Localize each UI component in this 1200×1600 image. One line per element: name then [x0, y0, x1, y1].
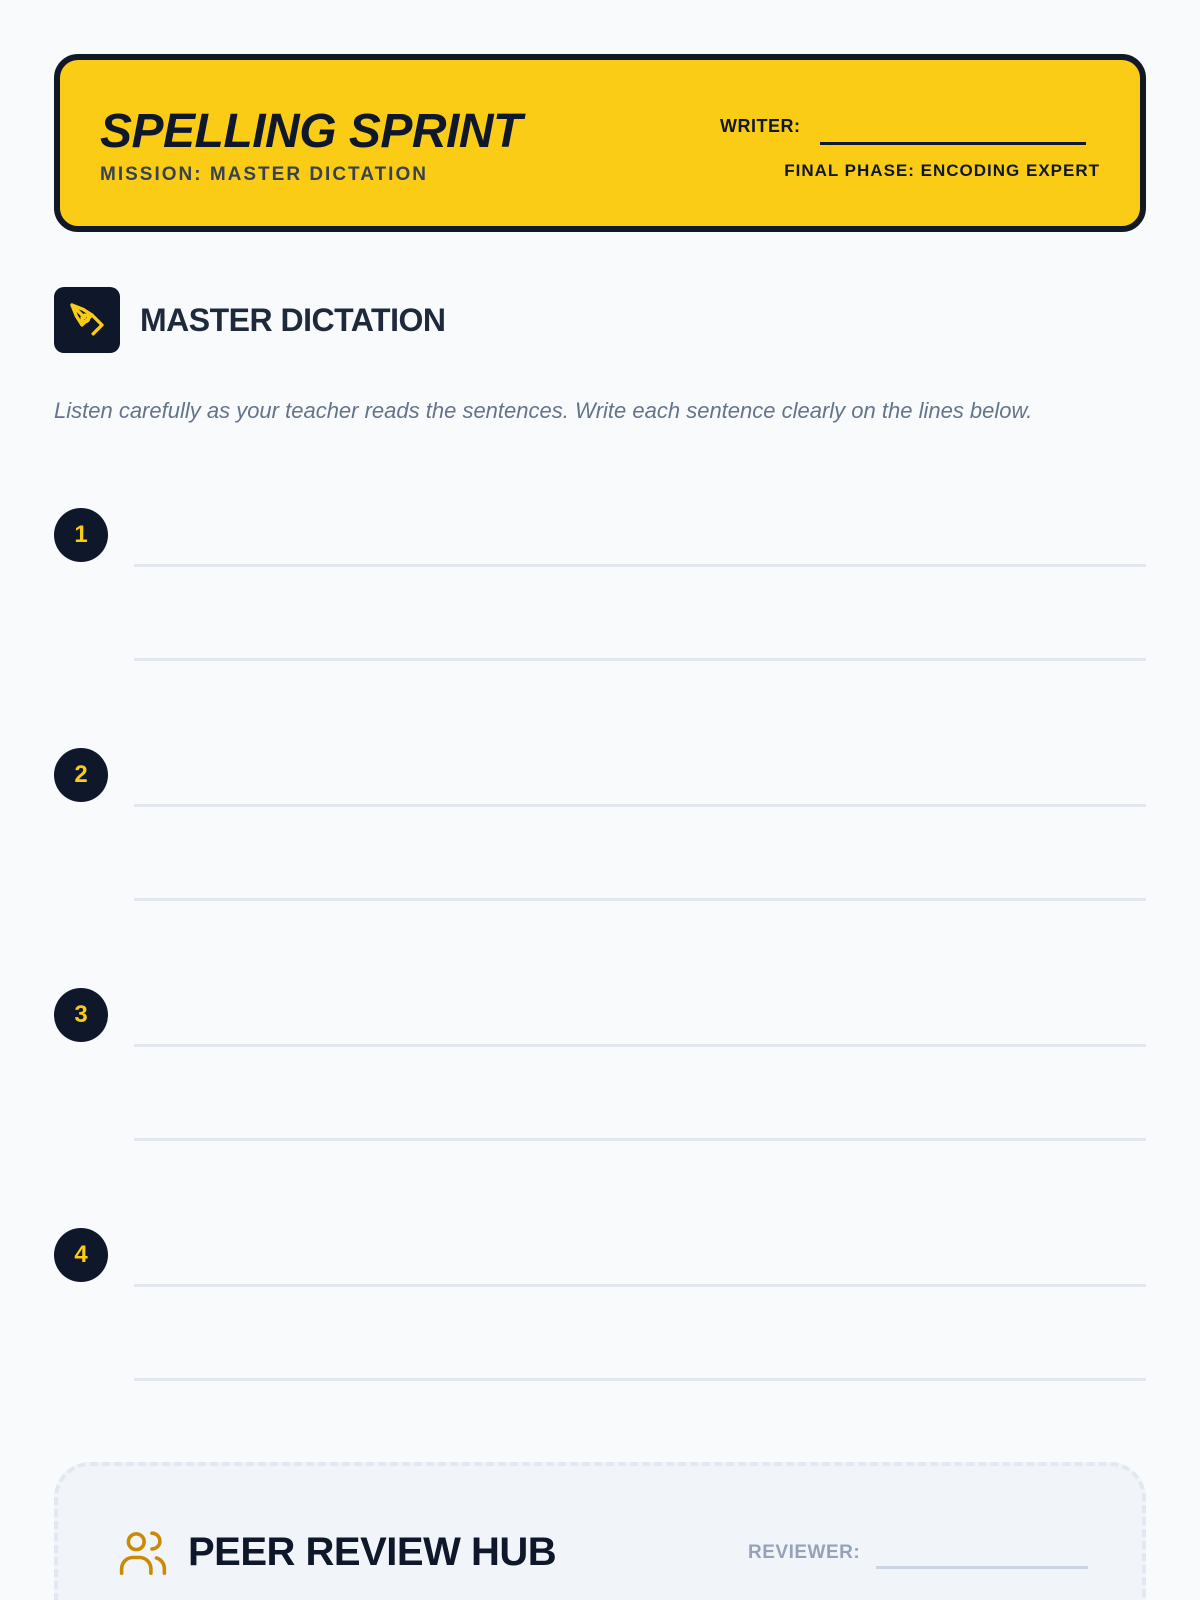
writing-line[interactable] [134, 1378, 1146, 1381]
row-number-badge: 3 [54, 988, 108, 1042]
phase-label: FINAL PHASE: ENCODING EXPERT [784, 161, 1100, 180]
reviewer-name-field[interactable] [876, 1566, 1088, 1569]
dictation-row [54, 508, 1146, 668]
writing-line[interactable] [134, 658, 1146, 661]
peer-review-panel [54, 1462, 1146, 1600]
row-number-badge: 4 [54, 1228, 108, 1282]
dictation-row [54, 1228, 1146, 1388]
writer-label: WRITER: [720, 116, 801, 136]
writing-line[interactable] [134, 1284, 1146, 1287]
writing-line[interactable] [134, 804, 1146, 807]
writing-line[interactable] [134, 1044, 1146, 1047]
pen-tool-icon [54, 287, 120, 353]
writer-name-field[interactable] [820, 142, 1086, 145]
writing-line[interactable] [134, 564, 1146, 567]
row-number-badge: 1 [54, 508, 108, 562]
dictation-row [54, 988, 1146, 1148]
section-title: MASTER DICTATION [140, 302, 446, 338]
writing-line[interactable] [134, 1138, 1146, 1141]
reviewer-label: REVIEWER: [748, 1542, 861, 1563]
mission-subtitle: MISSION: MASTER DICTATION [100, 164, 428, 185]
peer-review-title: PEER REVIEW HUB [188, 1530, 557, 1574]
dictation-row [54, 748, 1146, 908]
page-title: SPELLING SPRINT [100, 105, 522, 158]
users-icon [116, 1526, 170, 1580]
instructions-text: Listen carefully as your teacher reads the sentences. Write each sentence clearly on the lines below. [54, 398, 1033, 423]
row-number-badge: 2 [54, 748, 108, 802]
header-banner [54, 54, 1146, 232]
writing-line[interactable] [134, 898, 1146, 901]
